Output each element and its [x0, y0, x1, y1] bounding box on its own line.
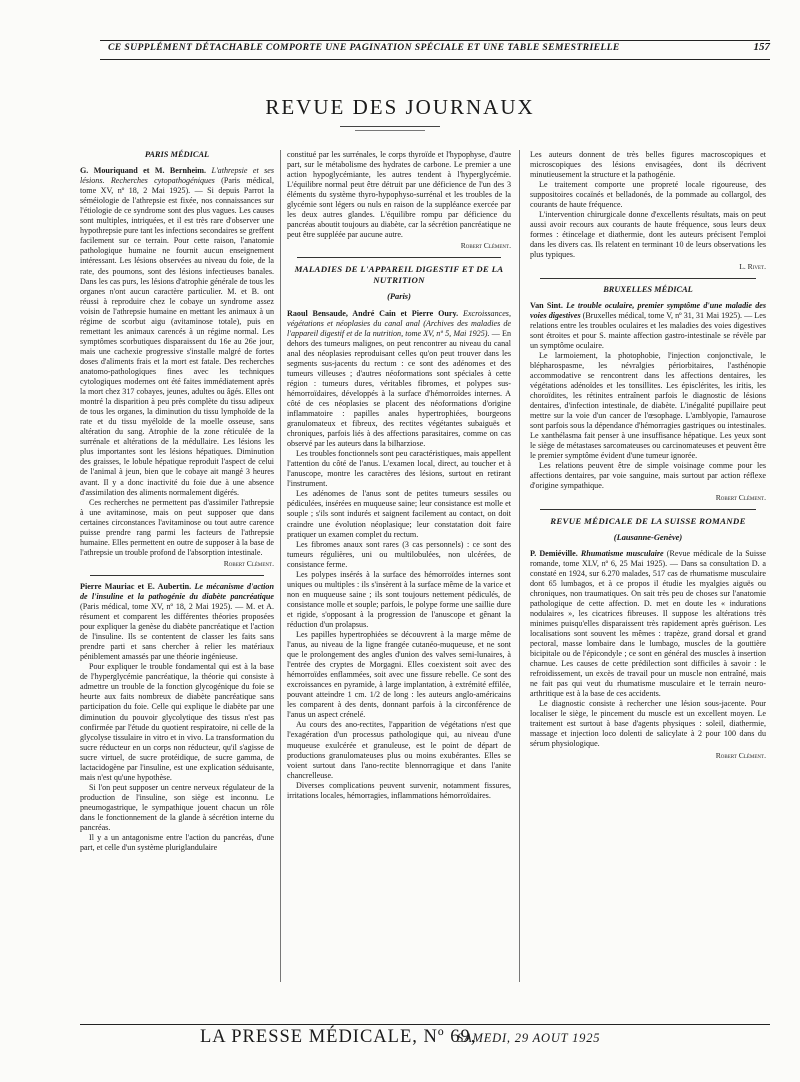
article-paragraph: Les papilles hypertrophiées se découvrent à la marge même de l'anus, au niveau de la ligne frangée cutanéo-muqueuse, et ne sont que le prolongement des angles d'union des valves semi-lunaires, à l'entrée des cryptes de Morgagni. Elles coexistent soit avec des hémorroïdes enflammées, soit avec une fissure rebelle. Ce sont des excroissances en pyramide, à large implantation, à extrémité effilée, pouvant atteindre 1 cm. 1/2 de long : les auteurs anglo-américains les comparent à des dents, donnant parfois à la circonférence de l'anus un aspect crénelé. [287, 630, 511, 720]
article-paragraph: Le larmoiement, la photophobie, l'injection conjonctivale, le blépharospasme, les névralgies périorbitaires, l'asthénopie accommodative se rencontrent dans les affections dentaires, les végétations adénoïdes et les tonsillites. Les épisclérites, les iritis, les choroïdites, les rétinites entraînent parfois le diagnostic de lésions dentaires, d'infection intestinale, de diabète. L'inégalité pupillaire peut mettre sur la voie d'un cancer de l'œsophage. L'amblyopie, l'amaurose sont parfois sous la dépendance d'hémorragies gastriques ou intestinales. Le xanthélasma fait penser à une insuffisance hépatique. Les yeux sont le siège de métastases sarcomateuses ou carcinomateuses et peuvent être le premier symptôme évident d'une tumeur ignorée. [530, 350, 766, 461]
article-continuation: constitué par les surrénales, le corps thyroïde et l'hypophyse, d'autre part, sur le métabolisme des hydrates de carbone. Le premier a une action hypoglycémiante, les autres tendent à l'hyperglycémie. L'équilibre normal peut être détruit par une déficience de l'un des 3 éléments du système thyro-hypophyso-surrénal et les troubles de la glycémie sont légers ou nuls en raison de la suppléance exercée par les deux autres glandes. L'équilibre rompu par déficience du pancréas aboutit toujours au diabète, car la sécrétion pancréatique ne peut être suppléée par aucune autre. [287, 150, 511, 240]
journal-heading-paris-medical: PARIS MÉDICAL [144, 150, 210, 159]
column-1 [80, 150, 274, 853]
footer-date: SAMEDI, 29 AOUT 1925 [457, 1031, 601, 1045]
journal-subheading-lausanne: (Lausanne-Genève) [613, 532, 683, 542]
article-signature: L. Rivet. [739, 261, 766, 271]
article-paragraph: Le diagnostic consiste à rechercher une lésion sous-jacente. Pour localiser le siège, le pincement du muscle est un excellent moyen. Le traitement est surtout à base d'agents physiques : soleil, diathermie, massage et injection loco dolenti de salicylate à 2 pour 100 dans du sérum physiologique. [530, 699, 766, 749]
page-footer [80, 1024, 770, 1047]
column-2 [287, 150, 511, 801]
article-reference: (Paris médical, tome XV, nº 18, 2 Mai 1925). [80, 602, 233, 612]
column-rule-2 [519, 150, 520, 982]
article-authors: Raoul Bensaude, André Cain et Pierre Oury. [287, 308, 459, 318]
article-separator [540, 509, 756, 510]
article-mauriac [80, 582, 274, 662]
article-authors: P. Demiéville. [530, 548, 578, 558]
journal-heading-suisse-romande: REVUE MÉDICALE DE LA SUISSE ROMANDE [550, 515, 746, 526]
article-authors: G. Mouriquand et M. Bernheim. [80, 166, 207, 176]
article-signature: Robert Clément. [223, 558, 274, 568]
article-reference: (Revue médicale de la Suisse romande, tome XLV, nº 6, 25 Mai 1925). [530, 548, 766, 568]
article-paragraph: Pour expliquer le trouble fondamental qui est à la base de l'hyperglycémie pancréatique, la théorie qui consiste à admettre un trouble de la fonction glycogénique du foie se heurte aux faits nombreux de diabète pancréatique sans participation du foie. Celle qui explique le diabète par une diminution du pouvoir glycolytique des tissus n'est pas confirmée par l'étude du quotient respiratoire, ni celle de la glycolyse tissulaire in vitro et in vivo. La transformation du sucre réducteur en un corps non réducteur, qu'il s'agisse de sucre virtuel, de sucre protéidique, de sucre gamma, de lactacidogène par l'insuline, est une explication séduisante, mais n'est qu'une hypothèse. [80, 662, 274, 782]
article-paragraph: Les adénomes de l'anus sont de petites tumeurs sessiles ou pédiculées, insérées en muqueuse saine; leur consistance est molle et souple ; s'ils sont indurés et saignent facilement au contact, on doit craindre une évolution néoplasique; leur constatation doit faire pratiquer un examen complet du rectum. [287, 489, 511, 539]
article-paragraph: Si l'on peut supposer un centre nerveux régulateur de la production de l'insuline, son siège est inconnu. Le pneumogastrique, le sympathique jouent chacun un rôle dans le fonctionnement de la glande à sécrétion interne du pancréas. [80, 782, 274, 833]
article-van-sint [530, 301, 766, 351]
article-reference: (Archives des maladies de l'appareil digestif et de la nutrition, tome XV, nº 5, Mai 1925). [287, 318, 512, 338]
article-body: — Si depuis Parrot la séméiologie de l'athrepsie est fixée, nos connaissances sur l'étiologie de ce syndrome sont des plus vagues. Les causes sont multiples, intriquées, et il est très rare d'observer une hypothrepsie pure tant les infections secondaires se greffent facilement sur ce terrain. Pour cette raison, l'anatomie pathologique humaine ne fournit aucun enseignement intéressant. Les lésions observées au niveau du foie, de la rate, des poumons, sont des lésions infectieuses banales. Dans les cas purs, les lésions d'atrophie générale de tous les organes n'ont aucun caractère particulier. M. et B. ont réussi à reproduire chez le cobaye un syndrome assez voisin de l'athrepsie humaine en mettant les animaux à un régime de scorbut aigu (avitaminose totale), puis en remettant les animaux carencés à un régime normal. Les symptômes scorbutiques disparaissent du 16e au 26e jour, mais une cachexie progressive s'installe malgré de fortes doses d'aliments frais et la mort est fatale. Des recherches anatomo-pathologiques fines avec les techniques cytologiques modernes ont été faites immédiatement après la mort chez 317 cobayes, jeunes, adultes ou âgés. Elles ont montré la disparition à peu près complète du tissu adipeux de tous les organes, la diminution du tissu lymphoïde de la rate et du tissu myéloïde de la moelle osseuse, sans altération du sang. Atrophie de la zone réticulée de la surrénale et altérations de la médullaire. Les lésions les plus importantes sont les lésions hépatiques. Diminution des graisses, le lobule hépatique reproduit l'aspect de celui de l'animal à jeun, bien que le cobaye ait mangé 3 heures avant. Il y a donc inactivité du foie due à une absence d'assimilation des aliments normalement digérés. [80, 186, 274, 497]
page-number: 157 [753, 41, 770, 53]
article-paragraph: Les relations peuvent être de simple voisinage comme pour les affections dentaires, par voie sanguine, mais surtout par action réflexe d'origine sympathique. [530, 461, 766, 491]
running-header [100, 40, 770, 60]
article-paragraph: Les fibromes anaux sont rares (3 cas personnels) : ce sont des tumeurs régulières, uni ou multilobulées, non ulcérées, de consistance ferme. [287, 539, 511, 569]
column-rule-1 [280, 150, 281, 982]
article-body: — En dehors des tumeurs malignes, on peut rencontrer au niveau du canal anal des néoplasies reproduisant celles qu'on peut trouver dans les segments sus-jacents du rectum : ce sont des adénomes et des tumeurs villeuses ; d'autres néoformations sont spéciales à cette région : tumeurs dures, véritables fibromes, et polypes sus-hémorroïdaires, développés à la surface d'hémorroïdes internes. A côté de ces néoplasies se placent des néoformations d'origine inflammatoire : papilles anales hypertrophiées, bourgeons granulomateux et fibreux, des rectites végétantes subaiguës et chroniques, parfois liés à des affections parasitaires, comme on cas observé par les auteurs dans la bilharziose. [287, 328, 512, 449]
article-paragraph: Le traitement comporte une propreté locale rigoureuse, des suppositoires cocaïnés et belladonés, de la pommade au collargol, des courants de haute fréquence. [530, 180, 766, 210]
article-body: — Les relations entre les troubles oculaires et les maladies des voies digestives sont étroites et pour S. mainte affection gastro-intestinale se révèle par un symptôme oculaire. [530, 310, 766, 350]
section-title: REVUE DES JOURNAUX [265, 95, 535, 119]
article-paragraph: Les polypes insérés à la surface des hémorroïdes internes sont uniques ou multiples : ils s'insèrent à la surface même de la varice et non en muqueuse saine ; ils sont toujours nettement pédiculés, de consistance molle et souple; parfois, le polype forme une saillie dure et rigide, s'opposant à la progression de l'anuscope et gênant la réduction d'un prolapsus. [287, 569, 511, 629]
article-signature: Robert Clément. [715, 750, 766, 760]
article-demieville [530, 549, 766, 700]
article-reference: (Bruxelles médical, tome V, nº 31, 31 Mai 1925). [582, 310, 743, 320]
article-separator [90, 575, 264, 576]
article-title: Rhumatisme musculaire [580, 548, 664, 558]
article-authors: Pierre Mauriac et E. Aubertin. [80, 581, 192, 591]
article-separator [540, 278, 756, 279]
article-title: Excroissances, végétations et néoplasies du canal anal [287, 308, 511, 328]
article-signature: Robert Clément. [460, 241, 511, 251]
article-reference: (Paris médical, tome XV, nº 18, 2 Mai 1925). [80, 176, 274, 196]
article-paragraph: Les troubles fonctionnels sont peu caractéristiques, mais appellent l'attention du côté de l'anus. L'examen local, direct, au toucher et à l'anuscope, montre les caractères des lésions, surtout en retirant l'instrument. [287, 449, 511, 489]
title-rule-secondary [355, 130, 425, 131]
article-separator [297, 257, 501, 258]
article-bensaude [287, 309, 511, 450]
article-title: Le mécanisme d'action de l'insuline et la pathogénie du diabète pancréatique [80, 581, 274, 601]
article-paragraph: Diverses complications peuvent survenir, notamment fissures, irritations locales, hémorragies, inflammations hémorroïdaires. [287, 780, 511, 800]
article-body: — M. et A. résument et comparent les différentes théories proposées pour expliquer la genèse du diabète pancréatique et l'action de l'insuline. Ils se contentent de classer les faits sans prendre parti et sans chercher à relier les matériaux péniblement amassés par une théorie ingénieuse. [80, 602, 274, 662]
article-continuation: Les auteurs donnent de très belles figures macroscopiques et microscopiques des lésions envisagées, dont ils décrivent minutieusement la structure et la pathogénie. [530, 150, 766, 180]
article-paragraph: Il y a un antagonisme entre l'action du pancréas, d'une part, et celle d'un système pluriglandulaire [80, 833, 274, 853]
article-title: L'athrepsie et ses lésions. Recherches cytopathogéniques [80, 166, 274, 186]
article-signature: Robert Clément. [715, 492, 766, 502]
article-paragraph: Ces recherches ne permettent pas d'assimiler l'athrepsie à une avitaminose, mais on peut supposer que dans certaines circonstances l'avitaminose ou tout autre carence puisse prendre rang parmi les facteurs de l'athrepsie humaine. Elles permettent en outre de supposer à la base de l'athrepsie un trouble profond de l'absorption intestinale. [80, 497, 274, 557]
column-3 [530, 150, 766, 764]
footer-journal: LA PRESSE MÉDICALE, Nº 69, [200, 1027, 477, 1047]
title-rule [340, 126, 440, 127]
section-heading-digestif: MALADIES DE L'APPAREIL DIGESTIF ET DE LA NUTRITION [294, 264, 504, 286]
journal-heading-bruxelles: BRUXELLES MÉDICAL [603, 284, 693, 294]
article-mouriquand [80, 166, 274, 498]
article-paragraph: Au cours des ano-rectites, l'apparition de végétations n'est que l'exagération d'un processus pathologique qui, au niveau d'une muqueuse exulcérée et granuleuse, est le point de départ de productions granulomateuses plus ou moins exubérantes. Elles se voient surtout dans l'ano-rectite blennorragique et dans l'anite chancrelleuse. [287, 720, 511, 780]
article-body: — Dans sa consultation D. a constaté en 1924, sur 6.270 malades, 517 cas de rhumatisme musculaire dont 65 lumbagos, et à ce propos il étudie les myalgies aiguës ou chroniques, non traumatiques. On sait très peu de choses sur l'anatomie pathologique de cette affection. D. met en doute les « indurations nodulaires », les cicatrices fibreuses. Il suppose les altérations très minimes puisqu'elles disparaissent très rapidement après guérison. Les localisations sont souvent les mêmes : trapèze, grand dorsal et grand pectoral, masse lombaire dans le lumbago, muscles de la gouttière bicipitale ou de l'épicondyle ; ce sont en général des muscles à insertion charnue. Les causes de cette prédilection sont difficiles à savoir : le refroidissement, un excès de travail pour un muscle non entraîné, mais ne fait pas qui veut du rhumatisme musculaire et le terrain neuro-arthritique est à la base de ces accidents. [530, 558, 766, 699]
section-subheading-paris: (Paris) [387, 292, 411, 302]
article-title: Le trouble oculaire, premier symptôme d'une maladie des voies digestives [530, 300, 766, 320]
article-paragraph: L'intervention chirurgicale donne d'excellents résultats, mais on peut aussi avoir recours aux courants de haute fréquence, sous leurs deux formes : étincelage et diathermie, dont les auteurs précisent l'emploi dans les divers cas. Ils relatent en terminant 10 de leurs observations les plus typiques. [530, 210, 766, 260]
running-title: CE SUPPLÉMENT DÉTACHABLE COMPORTE UNE PAGINATION SPÉCIALE ET UNE TABLE SEMESTRIELLE [108, 42, 620, 53]
article-authors: Van Sint. [530, 300, 563, 310]
